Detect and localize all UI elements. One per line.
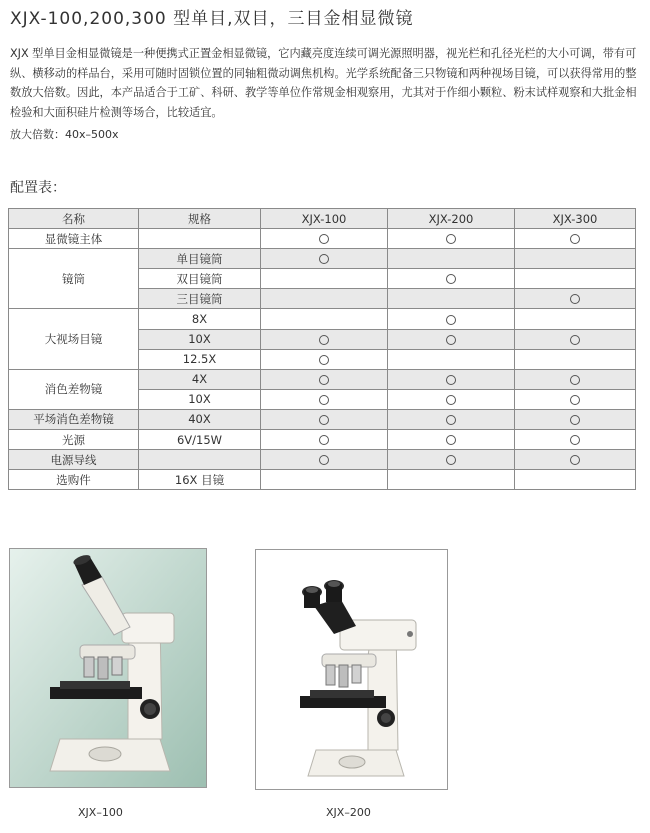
included-mark: [446, 455, 456, 465]
cell: [388, 229, 515, 249]
row-name: 消色差物镜: [9, 369, 139, 409]
included-mark: [446, 274, 456, 284]
table-header-row: [9, 209, 636, 229]
included-mark: [570, 435, 580, 445]
included-mark: [319, 435, 329, 445]
cell: [261, 229, 388, 249]
cell: [388, 329, 515, 349]
header-xjx300: XJX-300: [515, 209, 636, 229]
row-name: 大视场目镜: [9, 309, 139, 369]
cell: [261, 450, 388, 470]
included-mark: [319, 234, 329, 244]
table-row: [9, 369, 636, 389]
header-xjx200: XJX-200: [388, 209, 515, 229]
cell: [515, 309, 636, 329]
row-name: 平场消色差物镜: [9, 409, 139, 429]
row-spec: 6V/15W: [139, 430, 261, 450]
magnification-text: 放大倍数：40x–500x: [10, 128, 119, 141]
cell: [515, 349, 636, 369]
table-row: [9, 309, 636, 329]
product-description: XJX 型单目金相显微镜是一种便携式正置金相显微镜，它内藏亮度连续可调光源照明器，视光栏和孔径光栏的大小可调，带有可纵、横移动的样品台，采用可随时固锁位置的同轴粗微动调焦机构。光学系统配备三只物镜和两种视场目镜，可以获得常用的整数放大倍数。因此，本产品适合于工矿、科研、教学等单位作常规金相观察用，尤其对于作细小颗粒、粉末试样观察和大批金相检验和大面积硅片检测等场合，比较适宜。: [10, 47, 637, 119]
cell: [515, 289, 636, 309]
cell: [515, 229, 636, 249]
cell: [388, 409, 515, 429]
included-mark: [570, 455, 580, 465]
cell: [388, 369, 515, 389]
row-spec: 单目镜筒: [139, 249, 261, 269]
row-spec: 8X: [139, 309, 261, 329]
row-name: 显微镜主体: [9, 229, 139, 249]
cell: [388, 349, 515, 369]
included-mark: [319, 415, 329, 425]
table-row: [9, 430, 636, 450]
included-mark: [446, 315, 456, 325]
row-spec: 16X 目镜: [139, 470, 261, 490]
included-mark: [570, 395, 580, 405]
cell: [388, 389, 515, 409]
cell: [261, 470, 388, 490]
row-spec: 12.5X: [139, 349, 261, 369]
header-xjx100: XJX-100: [261, 209, 388, 229]
cell: [515, 430, 636, 450]
cell: [261, 369, 388, 389]
cell: [388, 430, 515, 450]
cell: [515, 369, 636, 389]
included-mark: [570, 294, 580, 304]
header-name: 名称: [9, 209, 139, 229]
header-spec: 规格: [139, 209, 261, 229]
included-mark: [570, 415, 580, 425]
table-row: [9, 450, 636, 470]
cell: [261, 409, 388, 429]
included-mark: [570, 335, 580, 345]
row-name: 光源: [9, 430, 139, 450]
caption-xjx200: XJX–200: [326, 806, 371, 819]
row-spec: 双目镜筒: [139, 269, 261, 289]
cell: [388, 309, 515, 329]
included-mark: [319, 254, 329, 264]
cell: [261, 309, 388, 329]
cell: [515, 269, 636, 289]
included-mark: [570, 234, 580, 244]
cell: [515, 409, 636, 429]
cell: [515, 450, 636, 470]
row-spec: 10X: [139, 329, 261, 349]
included-mark: [319, 455, 329, 465]
row-name: 选购件: [9, 470, 139, 490]
cell: [261, 269, 388, 289]
cell: [388, 450, 515, 470]
included-mark: [446, 395, 456, 405]
cell: [388, 249, 515, 269]
cell: [515, 470, 636, 490]
config-table: [8, 208, 636, 490]
included-mark: [319, 375, 329, 385]
row-name: 电源导线: [9, 450, 139, 470]
included-mark: [319, 355, 329, 365]
cell: [261, 249, 388, 269]
cell: [261, 289, 388, 309]
cell: [388, 470, 515, 490]
table-row: [9, 249, 636, 269]
photo-xjx100: [9, 548, 207, 788]
included-mark: [446, 415, 456, 425]
row-spec: 40X: [139, 409, 261, 429]
page-title: XJX-100,200,300 型单目,双目，三目金相显微镜: [10, 9, 414, 29]
cell: [388, 289, 515, 309]
row-spec: 10X: [139, 389, 261, 409]
included-mark: [446, 335, 456, 345]
row-spec: [139, 450, 261, 470]
included-mark: [446, 375, 456, 385]
included-mark: [319, 335, 329, 345]
cell: [515, 389, 636, 409]
microscope-monocular-image: [10, 549, 206, 787]
photo-xjx200: [255, 549, 448, 790]
cell: [515, 329, 636, 349]
row-spec: 三目镜筒: [139, 289, 261, 309]
cell: [261, 349, 388, 369]
cell: [388, 269, 515, 289]
config-title: 配置表：: [10, 180, 66, 196]
microscope-binocular-image: [256, 550, 447, 789]
table-row: [9, 409, 636, 429]
cell: [261, 430, 388, 450]
cell: [261, 389, 388, 409]
row-name: 镜筒: [9, 249, 139, 309]
caption-xjx100: XJX–100: [78, 806, 123, 819]
cell: [261, 329, 388, 349]
row-spec: 4X: [139, 369, 261, 389]
included-mark: [446, 435, 456, 445]
table-row: [9, 470, 636, 490]
included-mark: [570, 375, 580, 385]
row-spec: [139, 229, 261, 249]
included-mark: [319, 395, 329, 405]
cell: [515, 249, 636, 269]
included-mark: [446, 234, 456, 244]
table-row: [9, 229, 636, 249]
